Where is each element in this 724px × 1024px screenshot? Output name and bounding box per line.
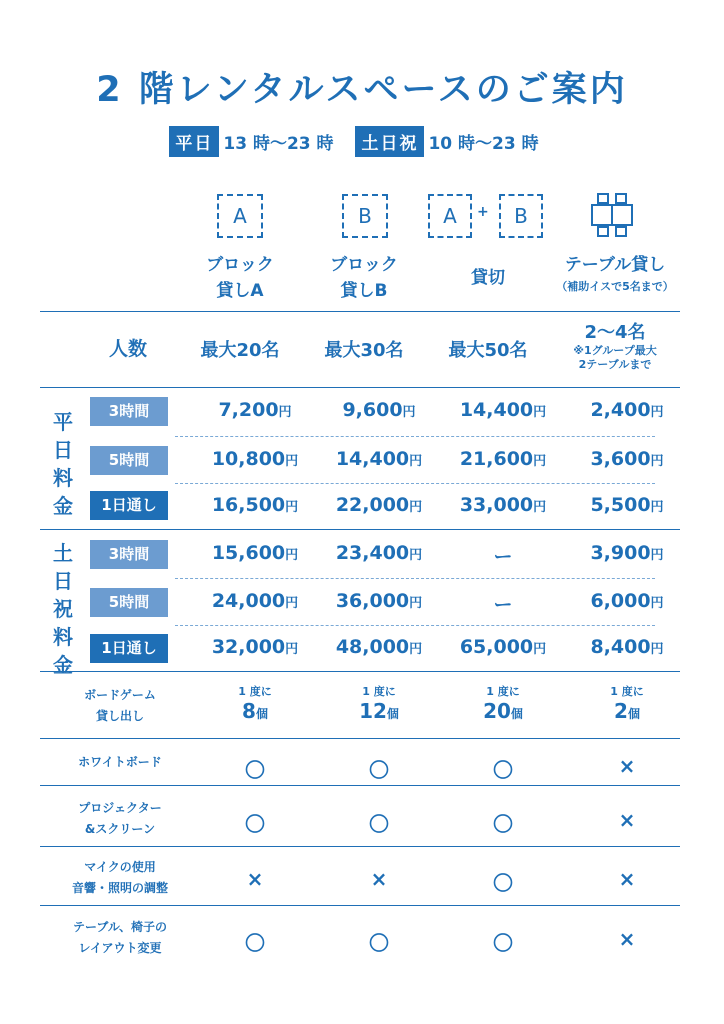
- feature-label-0: ホワイトボード: [78, 755, 162, 769]
- weekday-price-0-3: 2,400円: [590, 399, 664, 421]
- divider: [40, 905, 680, 906]
- weekday-price-2-0: 16,500円: [211, 494, 299, 516]
- feature-mark-1-0: 〇: [245, 812, 265, 836]
- row-divider: [175, 578, 655, 579]
- weekend-duration-3h: 3時間: [90, 540, 168, 569]
- boardgame-count-0: 1 度に 8個: [238, 685, 272, 723]
- plan-name-block-a: ブロック 貸しA: [206, 255, 274, 301]
- weekday-price-1-3: 3,600円: [590, 448, 664, 470]
- feature-mark-0-2: 〇: [493, 758, 513, 782]
- weekend-price-1-3: 6,000円: [590, 590, 664, 612]
- feature-mark-2-0: ×: [246, 867, 264, 891]
- weekday-price-2-1: 22,000円: [335, 494, 423, 516]
- weekend-price-1-1: 36,000円: [335, 590, 423, 612]
- row-divider: [175, 483, 655, 484]
- boardgame-count-2: 1 度に 20個: [483, 685, 523, 723]
- feature-label-1: プロジェクター &スクリーン: [78, 801, 162, 836]
- capacity-block-a: 最大20名: [200, 340, 280, 361]
- divider: [40, 311, 680, 312]
- weekday-price-0-1: 9,600円: [342, 399, 416, 421]
- weekend-price-0-3: 3,900円: [590, 542, 664, 564]
- boardgame-count-1: 1 度に 12個: [359, 685, 399, 723]
- table-icon: [588, 192, 636, 240]
- feature-label-3: テーブル、椅子の レイアウト変更: [73, 920, 167, 955]
- feature-mark-1-1: 〇: [369, 812, 389, 836]
- weekday-price-label: 平 日 料 金: [53, 410, 73, 518]
- feature-mark-0-1: 〇: [369, 758, 389, 782]
- weekend-price-0-0: 15,600円: [211, 542, 299, 564]
- feature-mark-1-2: 〇: [493, 812, 513, 836]
- feature-mark-2-1: ×: [370, 867, 388, 891]
- feature-mark-3-2: 〇: [493, 931, 513, 955]
- divider: [40, 846, 680, 847]
- weekday-price-1-2: 21,600円: [459, 448, 547, 470]
- divider: [40, 671, 680, 672]
- feature-mark-2-3: ×: [618, 867, 636, 891]
- weekday-price-0-2: 14,400円: [459, 399, 547, 421]
- weekday-duration-3h: 3時間: [90, 397, 168, 426]
- weekend-price-2-2: 65,000円: [459, 636, 547, 658]
- feature-label-2: マイクの使用 音響・照明の調整: [71, 860, 168, 895]
- feature-mark-0-3: ×: [618, 754, 636, 778]
- weekend-tag: 土日祝: [355, 126, 424, 157]
- weekend-hours: 10 時〜23 時: [428, 134, 539, 154]
- weekend-price-2-1: 48,000円: [335, 636, 423, 658]
- row-divider: [175, 625, 655, 626]
- charter-a-icon: A: [428, 194, 472, 238]
- weekday-price-1-1: 14,400円: [335, 448, 423, 470]
- feature-mark-0-0: 〇: [245, 758, 265, 782]
- weekend-price-2-3: 8,400円: [590, 636, 664, 658]
- feature-mark-3-0: 〇: [245, 931, 265, 955]
- feature-mark-2-2: 〇: [493, 871, 513, 895]
- weekend-price-0-1: 23,400円: [335, 542, 423, 564]
- capacity-table: 2〜4名 ※1グループ最大 2テーブルまで: [573, 322, 657, 371]
- weekend-price-2-0: 32,000円: [211, 636, 299, 658]
- plus-icon: +: [477, 204, 489, 220]
- feature-mark-3-3: ×: [618, 927, 636, 951]
- divider: [40, 387, 680, 388]
- weekday-price-0-0: 7,200円: [218, 399, 292, 421]
- weekday-duration-5h: 5時間: [90, 446, 168, 475]
- block-a-icon: A: [217, 194, 263, 238]
- weekday-tag: 平日: [169, 126, 219, 157]
- weekend-duration-5h: 5時間: [90, 588, 168, 617]
- weekend-duration-day: 1日通し: [90, 634, 168, 663]
- charter-b-icon: B: [499, 194, 543, 238]
- weekend-price-0-2: ー: [493, 546, 513, 568]
- divider: [40, 785, 680, 786]
- boardgame-label: ボードゲーム 貸し出し: [84, 688, 156, 723]
- feature-mark-1-3: ×: [618, 808, 636, 832]
- weekend-price-label: 土 日 祝 料 金: [53, 541, 73, 677]
- boardgame-count-3: 1 度に 2個: [610, 685, 644, 723]
- weekday-price-2-3: 5,500円: [590, 494, 664, 516]
- weekend-price-1-0: 24,000円: [211, 590, 299, 612]
- capacity-block-b: 最大30名: [324, 340, 404, 361]
- block-b-icon: B: [342, 194, 388, 238]
- feature-mark-3-1: 〇: [369, 931, 389, 955]
- weekday-hours: 13 時〜23 時: [223, 134, 334, 154]
- divider: [40, 529, 680, 530]
- weekday-price-1-0: 10,800円: [211, 448, 299, 470]
- capacity-charter: 最大50名: [448, 340, 528, 361]
- page-title: 2 階レンタルスペースのご案内: [96, 70, 628, 110]
- weekday-price-2-2: 33,000円: [459, 494, 547, 516]
- row-divider: [175, 436, 655, 437]
- weekday-duration-day: 1日通し: [90, 491, 168, 520]
- capacity-label: 人数: [108, 338, 147, 360]
- opening-hours: [0, 126, 724, 157]
- plan-name-block-b: ブロック 貸しB: [330, 255, 398, 301]
- plan-name-charter: 貸切: [471, 268, 505, 288]
- divider: [40, 738, 680, 739]
- weekend-price-1-2: ー: [493, 594, 513, 616]
- plan-name-table: テーブル貸し （補助イスで5名まで）: [556, 255, 674, 293]
